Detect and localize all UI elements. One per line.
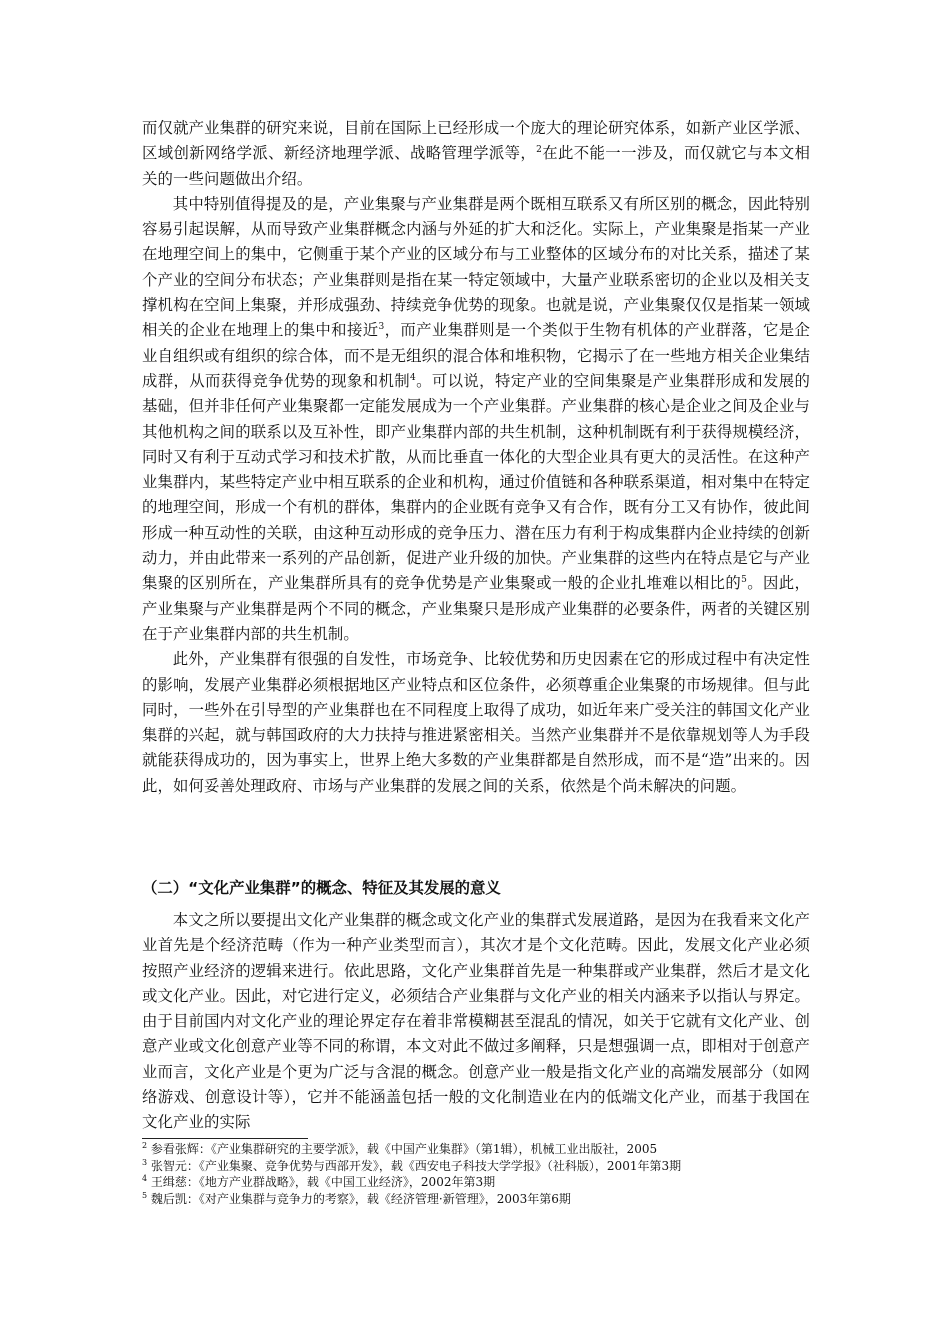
footnote-text: 王缉慈：《地方产业群战略》，载《中国工业经济》，2002年第3期	[150, 1175, 496, 1189]
footnote	[142, 1158, 810, 1175]
paragraph-3	[142, 647, 810, 799]
footnote	[142, 1191, 810, 1208]
paragraph-1-text: 而仅就产业集群的研究来说，目前在国际上已经形成一个庞大的理论研究体系，如新产业区学派、区域创新网络学派、新经济地理学派、战略管理学派等，	[142, 119, 810, 163]
footnote-ref-2: 2	[536, 145, 542, 156]
footnote	[142, 1141, 810, 1158]
section-heading: （二）“文化产业集群”的概念、特征及其发展的意义	[142, 879, 501, 897]
footnote-text: 张智元：《产业集聚、竞争优势与西部开发》，载《西安电子科技大学学报》（社科版），2001年第3期	[150, 1158, 682, 1173]
paragraph-2-text-b: ，而产业集群则是一个类似于生物有机体的产业群落，它是企业自组织或有组织的综合体，而不是无组织的混合体和堆积物，它揭示了在一些地方相关企业集结成群，从而获得竞争优势的现象和机制	[142, 321, 810, 390]
footnote-ref-3: 3	[378, 322, 385, 333]
footnote-number: 2	[142, 1141, 148, 1150]
body-text	[142, 116, 810, 799]
paragraph-2-text-a: 其中特别值得提及的是，产业集聚与产业集群是两个既相互联系又有所区别的概念，因此特别容易引起误解，从而导致产业集群概念内涵与外延的扩大和泛化。实际上，产业集聚是指某一产业在地理空间上的集中，它侧重于某个产业的区域分布与工业整体的区域分布的对比关系，描述了某个产业的空间分布状态；产业集群则是指在某一特定领域中，大量产业联系密切的企业以及相关支撑机构在空间上集聚，并形成强劲、持续竞争优势的现象。也就是说，产业集聚仅仅是指某一领域相关的企业在地理上的集中和接近	[142, 194, 810, 340]
footnote-number: 4	[142, 1174, 148, 1183]
paragraph-1-text-b: 在此不能一一涉及，而仅就它与本文相关的一些问题做出介绍。	[142, 144, 810, 188]
paragraph-1	[142, 116, 810, 192]
section-body	[142, 908, 810, 1136]
footnote-text: 魏后凯：《对产业集群与竞争力的考察》，载《经济管理·新管理》，2003年第6期	[150, 1191, 571, 1206]
footnote-divider	[142, 1138, 308, 1139]
section-paragraph: 本文之所以要提出文化产业集群的概念或文化产业的集群式发展道路，是因为在我看来文化产业首先是个经济范畴（作为一种产业类型而言），其次才是个文化范畴。因此，发展文化产业必须按照产业经济的逻辑来进行。依此思路，文化产业集群首先是一种集群或产业集群，然后才是文化或文化产业。因此，对它进行定义，必须结合产业集群与文化产业的相关内涵来予以指认与界定。由于目前国内对文化产业的理论界定存在着非常模糊甚至混乱的情况，如关于它就有文化产业、创意产业或文化创意产业等不同的称谓，本文对此不做过多阐释，只是想强调一点，即相对于创意产业而言，文化产业是个更为广泛与含混的概念。创意产业一般是指文化产业的高端发展部分（如网络游戏、创意设计等），它并不能涵盖包括一般的文化制造业在内的低端文化产业，而基于我国在文化产业的实际	[142, 911, 810, 1132]
footnote-number: 3	[142, 1157, 148, 1167]
footnote-ref-5: 5	[741, 575, 747, 586]
footnote	[142, 1174, 810, 1191]
footnote-number: 5	[142, 1190, 148, 1200]
paragraph-3-text: 此外，产业集群有很强的自发性，市场竞争、比较优势和历史因素在它的形成过程中有决定性的影响，发展产业集群必须根据地区产业特点和区位条件，必须尊重企业集聚的市场规律。但与此同时，一些外在引导型的产业集群也在不同程度上取得了成功，如近年来广受关注的韩国文化产业集群的兴起，就与韩国政府的大力扶持与推进紧密相关。当然产业集群并不是依靠规划等人为手段就能获得成功的，因为事实上，世界上绝大多数的产业集群都是自然形成，而不是“造”出来的。因此，如何妥善处理政府、市场与产业集群的发展之间的关系，依然是个尚未解决的问题。	[142, 650, 810, 795]
paragraph-2	[142, 192, 810, 647]
paragraph-2-text-d: 。因此，产业集聚与产业集群是两个不同的概念，产业集聚只是形成产业集群的必要条件，两者的关键区别在于产业集群内部的共生机制。	[142, 574, 810, 643]
footnotes	[142, 1141, 810, 1207]
paragraph-2-text-c: 。可以说，特定产业的空间集聚是产业集群形成和发展的基础，但并非任何产业集聚都一定能发展成为一个产业集群。产业集群的核心是企业之间及企业与其他机构之间的联系以及互补性，即产业集群内部的共生机制，这种机制既有利于获得规模经济，同时又有利于互动式学习和技术扩散，从而比垂直一体化的大型企业具有更大的灵活性。在这种产业集群内，某些特定产业中相互联系的企业和机构，通过价值链和各种联系渠道，相对集中在特定的地理空间，形成一个有机的群体，集群内的企业既有竞争又有合作，既有分工又有协作，彼此间形成一种互动性的关联，由这种互动形成的竞争压力、潜在压力有利于构成集群内企业持续的创新动力，并由此带来一系列的产品创新，促进产业升级的加快。产业集群的这些内在特点是它与产业集聚的区别所在，产业集群所具有的竞争优势是产业集聚或一般的企业扎堆难以相比的	[142, 371, 810, 593]
footnote-text: 参看张辉：《产业集群研究的主要学派》，载《中国产业集群》（第1辑），机械工业出版社，2005	[150, 1142, 658, 1156]
footnote-ref-4: 4	[410, 372, 416, 383]
